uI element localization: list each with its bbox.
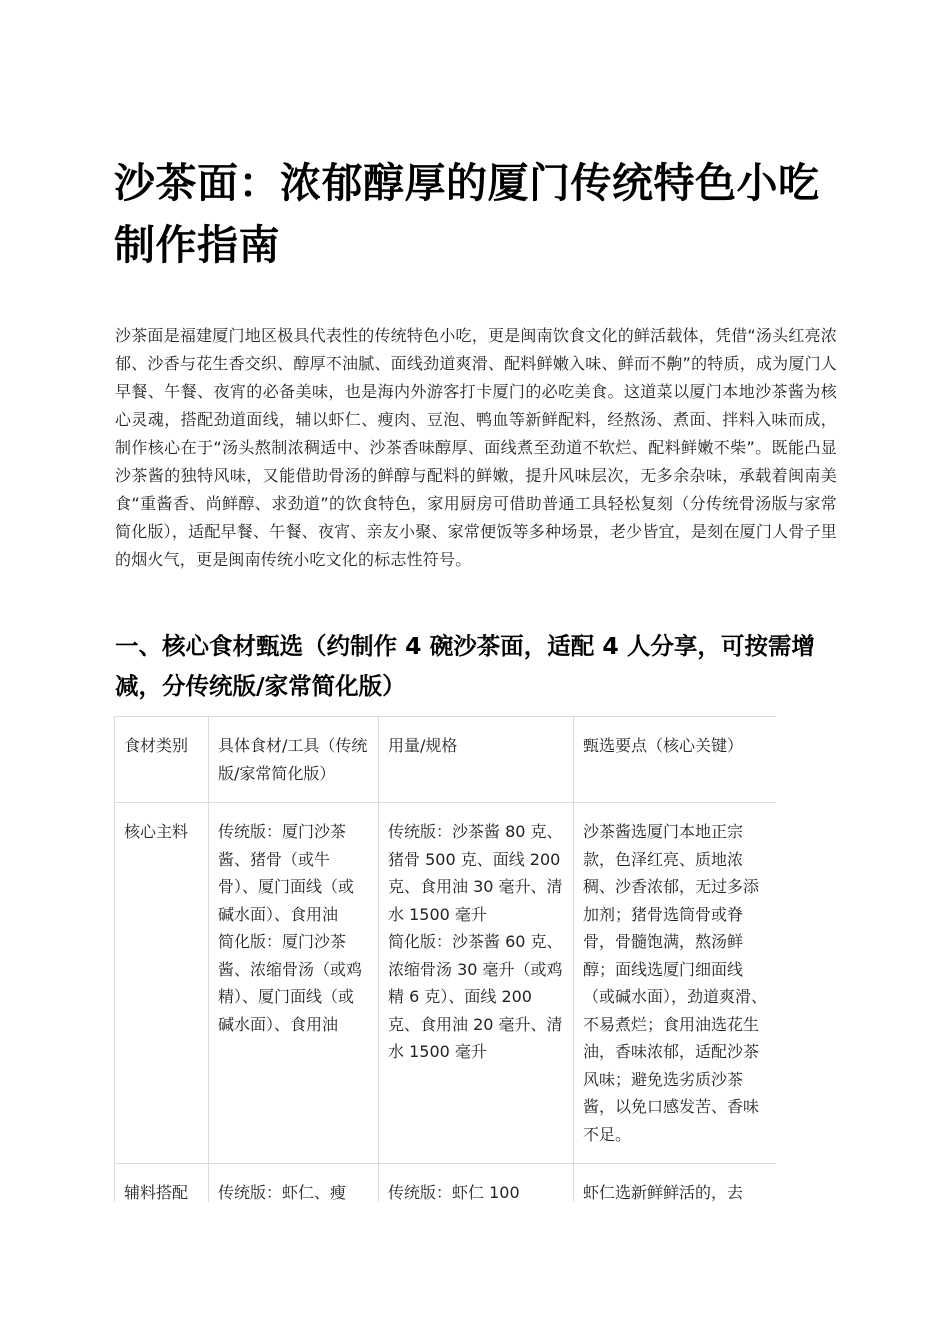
- table-header-cell: 具体食材/工具（传统版/家常简化版）: [209, 717, 379, 803]
- ingredients-table-container: [114, 716, 776, 1202]
- table-cell-category: 核心主料: [115, 803, 209, 1164]
- ingredients-table: [114, 716, 776, 1202]
- table-cell-items: 传统版：厦门沙茶酱、猪骨（或牛骨）、厦门面线（或碱水面）、食用油 简化版：厦门沙茶酱、浓缩骨汤（或鸡精）、厦门面线（或碱水面）、食用油: [209, 803, 379, 1164]
- table-header-cell: 用量/规格: [379, 717, 574, 803]
- table-cell-tips: 虾仁选新鲜鲜活的，去: [574, 1164, 777, 1203]
- section-heading-ingredients: 一、核心食材甄选（约制作 4 碗沙茶面，适配 4 人分享，可按需增减，分传统版/家常简化版）: [115, 632, 815, 700]
- table-cell-tips: 沙茶酱选厦门本地正宗款，色泽红亮、质地浓稠、沙香浓郁，无过多添加剂；猪骨选筒骨或脊骨，骨髓饱满，熬汤鲜醇；面线选厦门细面线（或碱水面），劲道爽滑、不易煮烂；食用油选花生油，香味浓郁，适配沙茶风味；避免选劣质沙茶酱，以免口感发苦、香味不足。: [574, 803, 777, 1164]
- table-row: [115, 1164, 777, 1203]
- table-header-cell: 甄选要点（核心关键）: [574, 717, 777, 803]
- document-title: 沙茶面：浓郁醇厚的厦门传统特色小吃制作指南: [114, 159, 820, 269]
- table-header-row: [115, 717, 777, 803]
- table-cell-amount: 传统版：沙茶酱 80 克、猪骨 500 克、面线 200 克、食用油 30 毫升、清水 1500 毫升 简化版：沙茶酱 60 克、浓缩骨汤 30 毫升（或鸡精 6 克）、面线 200 克、食用油 20 毫升、清水 1500 毫升: [379, 803, 574, 1164]
- table-cell-items: 传统版：虾仁、瘦: [209, 1164, 379, 1203]
- table-header-cell: 食材类别: [115, 717, 209, 803]
- table-row: [115, 803, 777, 1164]
- table-cell-amount: 传统版：虾仁 100: [379, 1164, 574, 1203]
- intro-paragraph: 沙茶面是福建厦门地区极具代表性的传统特色小吃，更是闽南饮食文化的鲜活载体，凭借“汤头红亮浓郁、沙香与花生香交织、醇厚不油腻、面线劲道爽滑、配料鲜嫩入味、鲜而不齁”的特质，成为厦门人早餐、午餐、夜宵的必备美味，也是海内外游客打卡厦门的必吃美食。这道菜以厦门本地沙茶酱为核心灵魂，搭配劲道面线，辅以虾仁、瘦肉、豆泡、鸭血等新鲜配料，经熬汤、煮面、拌料入味而成，制作核心在于“汤头熬制浓稠适中、沙茶香味醇厚、面线煮至劲道不软烂、配料鲜嫩不柴”。既能凸显沙茶酱的独特风味，又能借助骨汤的鲜醇与配料的鲜嫩，提升风味层次，无多余杂味，承载着闽南美食“重酱香、尚鲜醇、求劲道”的饮食特色，家用厨房可借助普通工具轻松复刻（分传统骨汤版与家常简化版），适配早餐、午餐、夜宵、亲友小聚、家常便饭等多种场景，老少皆宜，是刻在厦门人骨子里的烟火气，更是闽南传统小吃文化的标志性符号。: [115, 326, 837, 569]
- table-cell-category: 辅料搭配: [115, 1164, 209, 1203]
